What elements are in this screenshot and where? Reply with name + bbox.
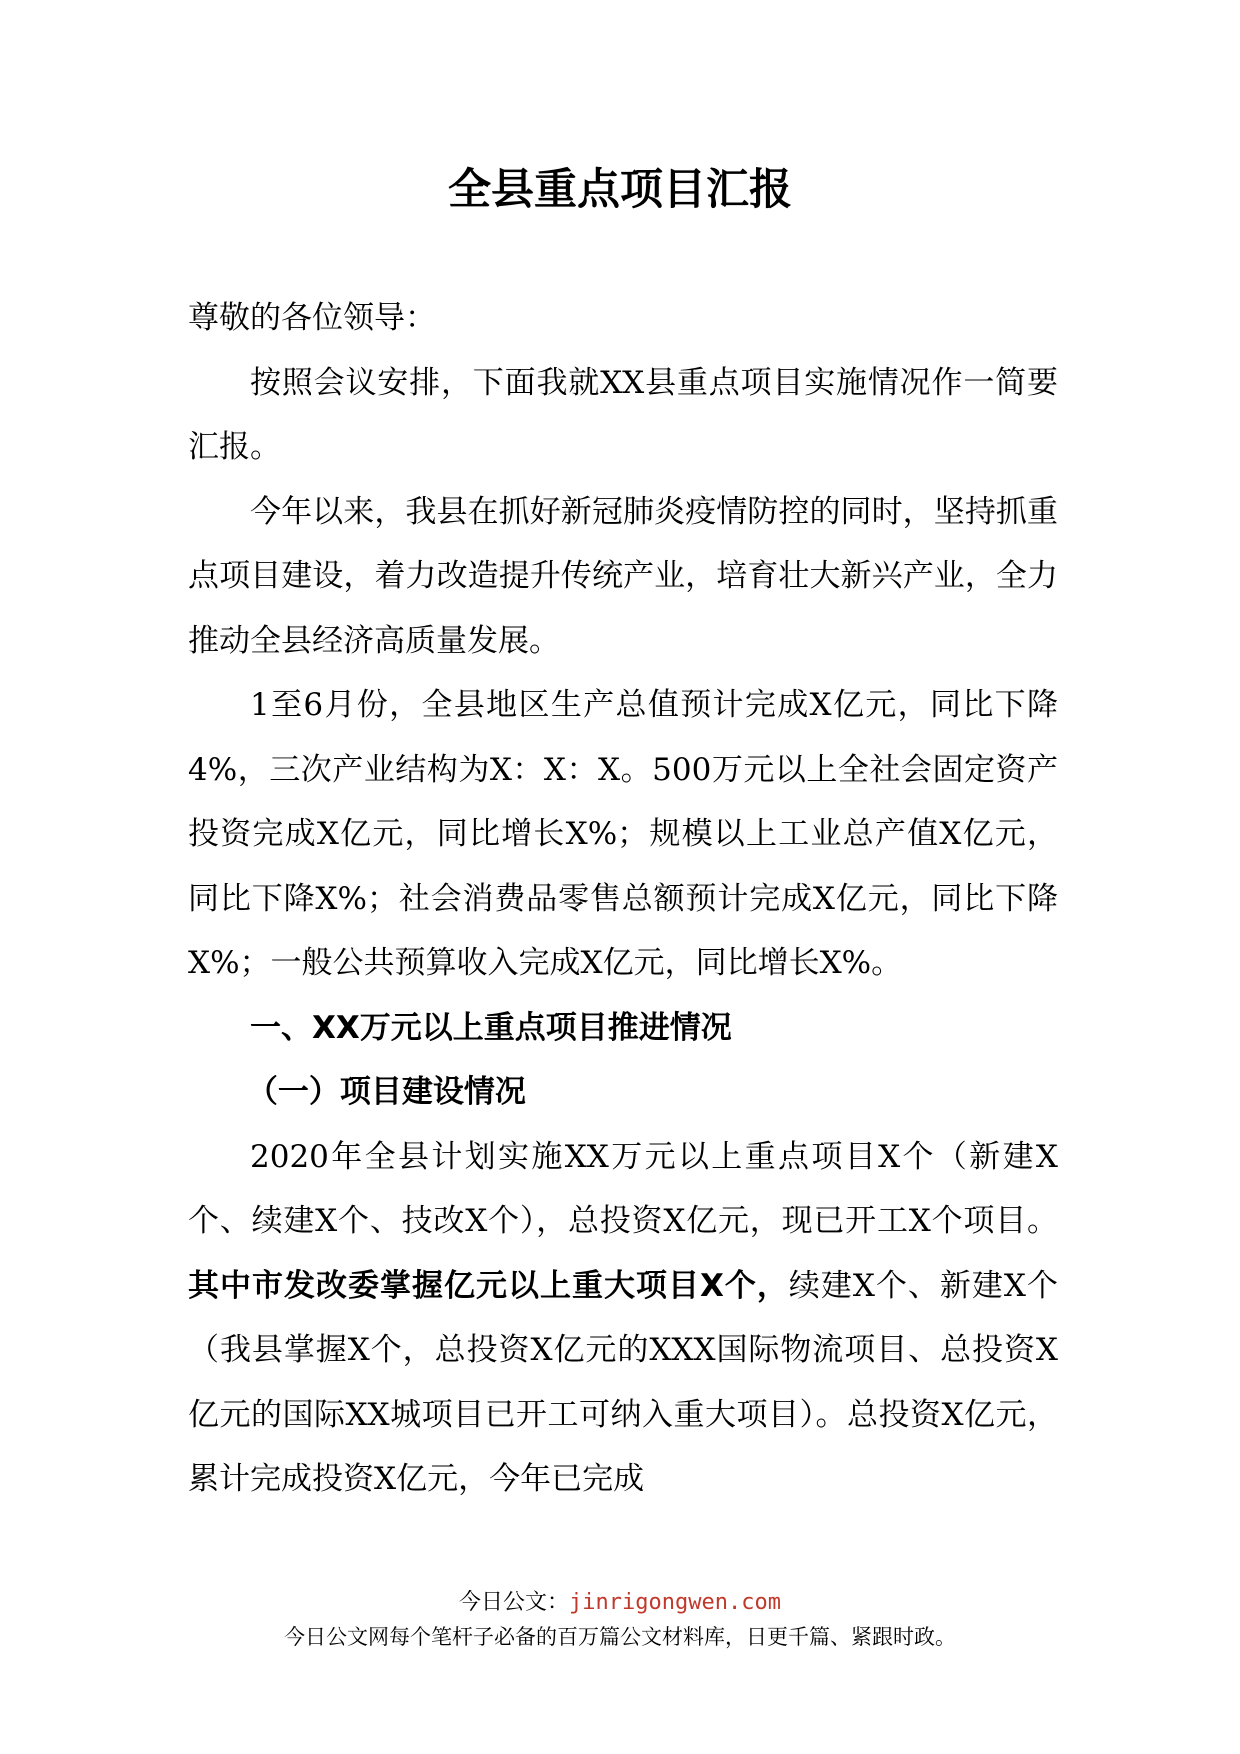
paragraph-bold-emphasis: 其中市发改委掌握亿元以上重大项目X个， [188,1267,789,1304]
footer-site-url[interactable] [569,1590,781,1615]
paragraph-text-part1: 2020年全县计划实施XX万元以上重点项目X个（新建X个、续建X个、技改X个），总投资X亿元，现已开工X个项目。 [188,1138,1058,1239]
footer-site-line [0,1588,1240,1618]
paragraph-project-construction [188,1125,1058,1512]
paragraph-statistics: 1至6月份，全县地区生产总值预计完成X亿元，同比下降4%，三次产业结构为X：X：X。500万元以上全社会固定资产投资完成X亿元，同比增长X%；规模以上工业总产值X亿元，同比下降X%；社会消费品零售总额预计完成X亿元，同比下降X%；一般公共预算收入完成X亿元，同比增长X%。 [188,687,1058,981]
paragraph-text-part2: 续建X个、新建X个（我县掌握X个，总投资X亿元的XXX国际物流项目、总投资X亿元的国际XX城项目已开工可纳入重大项目）。总投资X亿元，累计完成投资X亿元，今年已完成 [188,1267,1058,1497]
document-body [188,286,1058,1512]
footer-slogan: 今日公文网每个笔杆子必备的百万篇公文材料库，日更千篇、紧跟时政。 [284,1625,956,1649]
document-title: 全县重点项目汇报 [448,165,792,215]
subsection-heading-1: （一）项目建设情况 [246,1074,526,1110]
paragraph-overview: 今年以来，我县在抓好新冠肺炎疫情防控的同时，坚持抓重点项目建设，着力改造提升传统产业，培育壮大新兴产业，全力推动全县经济高质量发展。 [188,493,1058,659]
footer-site-label: 今日公文： [459,1590,570,1615]
section-heading-1: 一、XX万元以上重点项目推进情况 [250,1009,732,1046]
paragraph-intro: 按照会议安排，下面我就XX县重点项目实施情况作一简要汇报。 [188,364,1058,465]
footer-site-link[interactable]: jinrigongwen.com [569,1590,781,1615]
salutation: 尊敬的各位领导： [188,300,436,336]
